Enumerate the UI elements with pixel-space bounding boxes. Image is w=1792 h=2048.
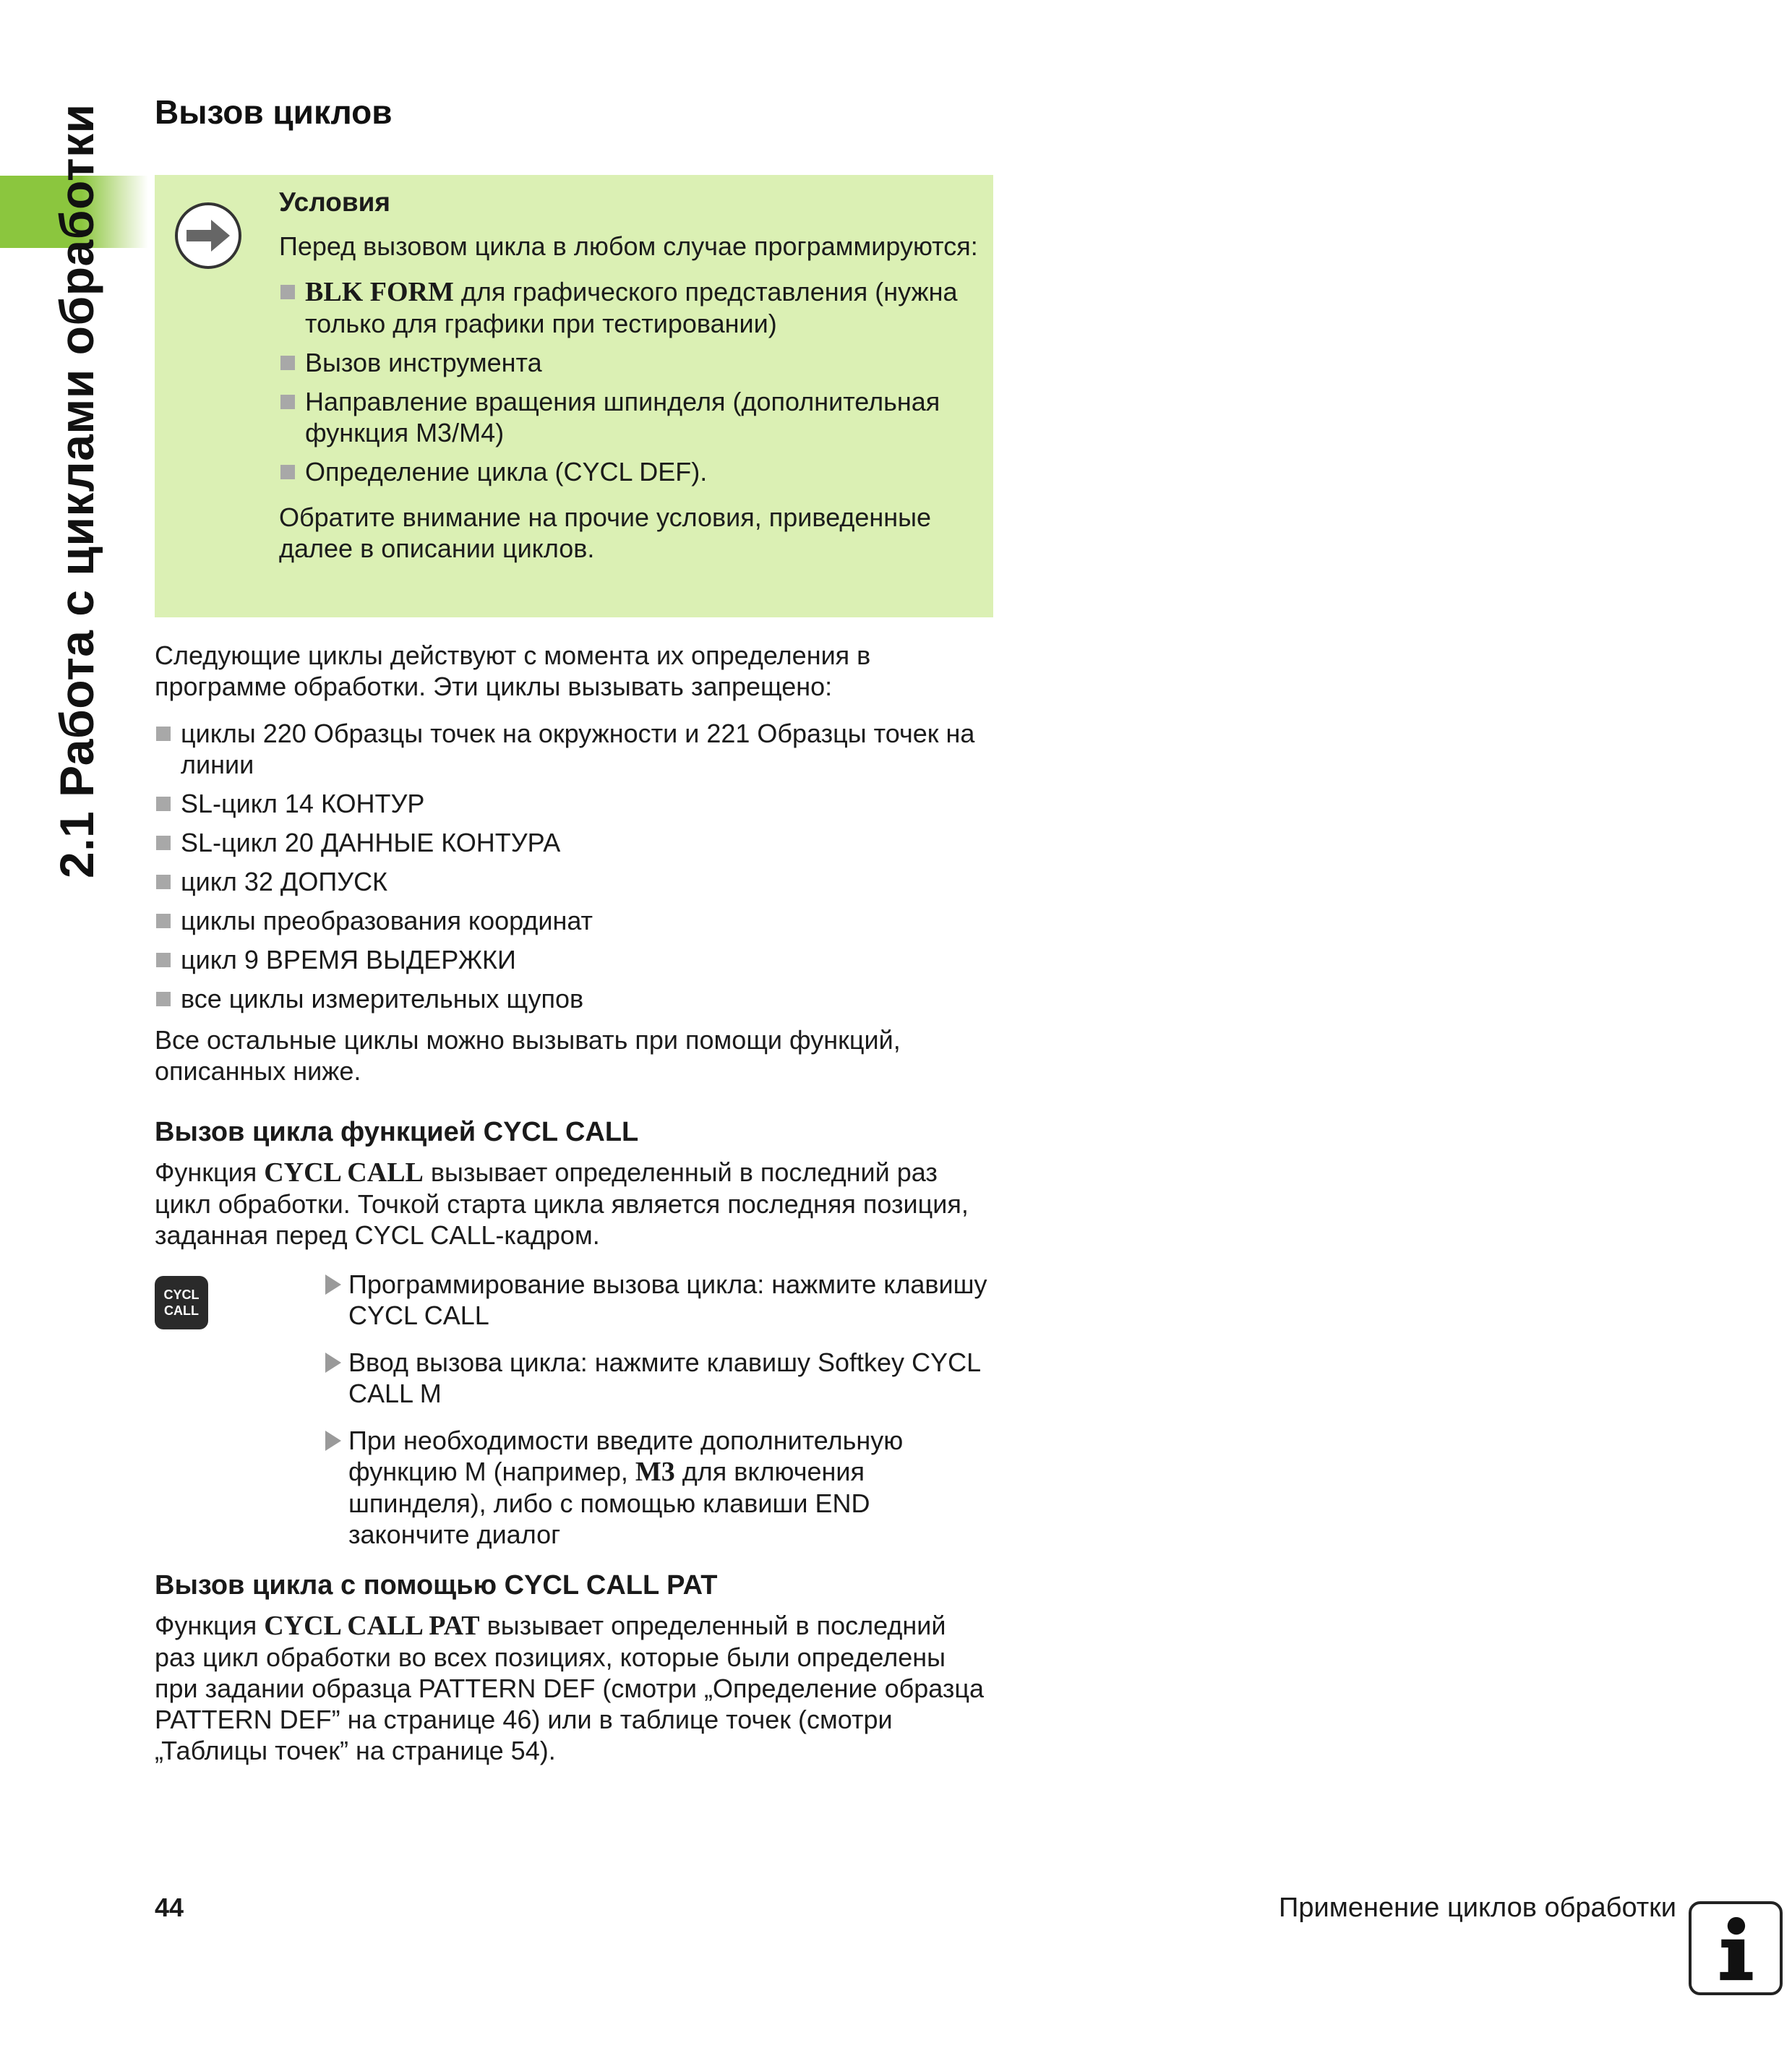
bullet-square-icon (280, 465, 295, 479)
footer-chapter-title: Применение циклов обработки (1279, 1893, 1676, 1923)
list-item: Вызов инструмента (279, 347, 984, 378)
cycl-call-section (155, 1117, 993, 1251)
cycl-call-heading: Вызов цикла функцией CYCL CALL (155, 1117, 639, 1147)
page-number: 44 (155, 1893, 184, 1922)
conditions-intro: Перед вызовом цикла в любом случае программируются: (279, 231, 978, 261)
cycl-call-steps (324, 1269, 996, 1566)
bullet-square-icon (156, 836, 171, 850)
conditions-box (155, 175, 993, 617)
bullet-square-icon (156, 992, 171, 1006)
list-item: цикл 9 ВРЕМЯ ВЫДЕРЖКИ (155, 944, 993, 975)
bullet-square-icon (156, 953, 171, 967)
triangle-right-icon (325, 1431, 341, 1451)
page-heading: Вызов циклов (155, 93, 393, 131)
list-item: Определение цикла (CYCL DEF). (279, 456, 984, 487)
step-item: При необходимости введите дополнительную функцию M (например, M3 для включения шпинделя), либо с помощью клавиши END закончите диалог (324, 1425, 996, 1550)
bullet-square-icon (156, 727, 171, 741)
section-title-vertical: 2.1 Работа с циклами обработки (50, 103, 103, 878)
list-item: циклы 220 Образцы точек на окружности и 221 Образцы точек на линии (155, 718, 993, 780)
cycl-call-pat-heading: Вызов цикла с помощью CYCL CALL PAT (155, 1570, 718, 1601)
bullet-square-icon (280, 285, 295, 299)
non-callable-section (155, 640, 993, 1087)
list-item: BLK FORM для графического представления (нужна только для графики при тестировании) (279, 276, 984, 339)
non-callable-list (155, 718, 993, 1014)
step-item: Ввод вызова цикла: нажмите клавишу Softkey CYCL CALL M (324, 1347, 996, 1409)
list-item: циклы преобразования координат (155, 905, 993, 936)
info-icon (1689, 1901, 1783, 1995)
cycl-call-key-icon: CYCL CALL (155, 1276, 208, 1329)
list-item: цикл 32 ДОПУСК (155, 866, 993, 897)
bullet-square-icon (280, 395, 295, 409)
triangle-right-icon (325, 1274, 341, 1295)
bullet-square-icon (280, 356, 295, 370)
bullet-square-icon (156, 797, 171, 811)
bullet-square-icon (156, 914, 171, 928)
cycl-call-pat-paragraph: Функция CYCL CALL PAT вызывает определенный в последний раз цикл обработки во всех позициях, которые были определены при задании образца PATTERN DEF (смотри „Определение образца PATTERN DEF” на странице 46) или в таблице точек (смотри „Таблицы точек” на странице 54). (155, 1611, 985, 1765)
bullet-square-icon (156, 875, 171, 889)
non-callable-outro: Все остальные циклы можно вызывать при помощи функций, описанных ниже. (155, 1025, 901, 1086)
arrow-right-icon (173, 201, 243, 270)
conditions-list (279, 276, 984, 487)
conditions-note: Обратите внимание на прочие условия, приведенные далее в описании циклов. (279, 502, 932, 563)
list-item: Направление вращения шпинделя (дополнительная функция M3/M4) (279, 386, 984, 448)
non-callable-intro: Следующие циклы действуют с момента их определения в программе обработки. Эти циклы вызывать запрещено: (155, 640, 871, 701)
cycl-call-paragraph: Функция CYCL CALL вызывает определенный в последний раз цикл обработки. Точкой старта цикла является последняя позиция, заданная перед CYCL CALL-кадром. (155, 1157, 969, 1250)
list-item: SL-цикл 14 КОНТУР (155, 788, 993, 819)
conditions-title: Условия (279, 187, 390, 217)
step-item: Программирование вызова цикла: нажмите клавишу CYCL CALL (324, 1269, 996, 1331)
triangle-right-icon (325, 1353, 341, 1373)
list-item: все циклы измерительных щупов (155, 983, 993, 1014)
list-item: SL-цикл 20 ДАННЫЕ КОНТУРА (155, 827, 993, 858)
cycl-call-pat-section (155, 1570, 993, 1766)
